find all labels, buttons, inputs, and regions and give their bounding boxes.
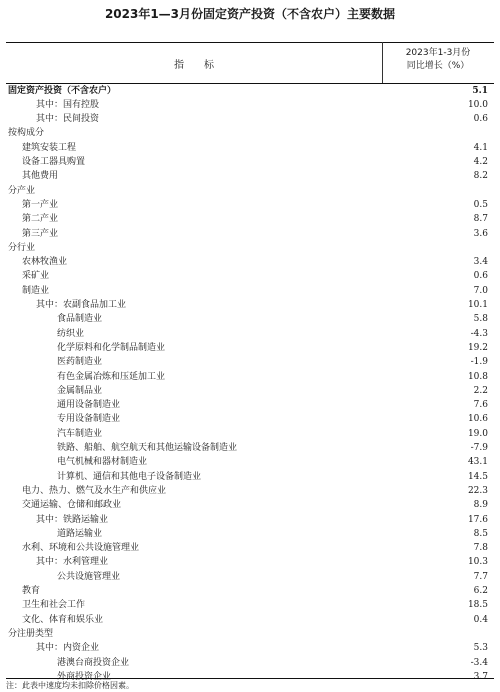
row-label: 卫生和社会工作 [22, 600, 86, 611]
table-row [6, 398, 494, 412]
table-row [6, 241, 494, 255]
table-row [6, 312, 494, 326]
row-label: 制造业 [22, 285, 50, 296]
row-label: 农林牧渔业 [22, 257, 68, 268]
table-row [6, 584, 494, 598]
row-value: 3.6 [473, 228, 488, 239]
table-row [6, 513, 494, 527]
row-value: 3.7 [473, 671, 488, 682]
row-value: 5.3 [473, 643, 488, 654]
table-row [6, 284, 494, 298]
table-row [6, 227, 494, 241]
page-title: 2023年1—3月份固定资产投资（不含农户）主要数据 [104, 7, 396, 21]
table-row [6, 498, 494, 512]
row-label: 采矿业 [22, 271, 50, 282]
row-label: 食品制造业 [57, 314, 103, 325]
row-label: 交通运输、仓储和邮政业 [22, 500, 122, 511]
row-label: 电气机械和器材制造业 [57, 457, 148, 468]
table-row [6, 484, 494, 498]
table-row [6, 370, 494, 384]
row-value: 10.1 [467, 300, 488, 310]
table-row [6, 298, 494, 312]
table-top-rule [6, 42, 494, 43]
row-value: 0.6 [473, 114, 488, 125]
row-value: 8.9 [473, 500, 488, 511]
row-value: 0.6 [473, 271, 488, 282]
row-label: 文化、体育和娱乐业 [22, 614, 104, 625]
row-value: 18.5 [467, 600, 488, 611]
footnote: 注：此表中速度均未扣除价格因素。 [6, 681, 134, 690]
row-label: 专用设备制造业 [57, 414, 121, 425]
row-label: 按构成分 [8, 128, 45, 139]
table-row [6, 541, 494, 555]
table-row [6, 656, 494, 670]
row-label: 港澳台商投资企业 [57, 657, 130, 668]
row-value: 19.2 [467, 342, 488, 353]
row-label: 铁路、船舶、航空航天和其他运输设备制造业 [57, 443, 238, 453]
row-value: 10.3 [467, 557, 488, 568]
row-value: 22.3 [467, 485, 488, 496]
row-label: 其中：民间投资 [36, 114, 100, 125]
row-label: 设备工器具购置 [22, 157, 86, 167]
table-row [6, 598, 494, 612]
row-value: -7.9 [470, 443, 488, 453]
table-row [6, 555, 494, 569]
row-label: 分注册类型 [8, 628, 54, 639]
row-label: 第一产业 [22, 199, 59, 210]
table-row [6, 455, 494, 469]
row-value: 7.8 [473, 543, 488, 554]
row-label: 教育 [22, 586, 41, 596]
row-value: 14.5 [467, 471, 488, 482]
header-value-line2: 同比增长（%） [406, 61, 470, 71]
row-label: 其中：国有控股 [36, 99, 100, 110]
row-value: 3.4 [473, 257, 488, 268]
row-label: 其中：农副食品加工业 [36, 300, 127, 310]
header-value-line1: 2023年1-3月份 [405, 48, 471, 58]
row-value: 10.0 [467, 99, 488, 110]
table-row [6, 613, 494, 627]
row-label: 电力、热力、燃气及水生产和供应业 [22, 485, 167, 496]
table-row [6, 98, 494, 112]
row-value: 0.5 [473, 199, 488, 210]
row-label: 化学原料和化学制品制造业 [57, 342, 166, 353]
row-label: 汽车制造业 [57, 428, 103, 439]
row-label: 水利、环境和公共设施管理业 [22, 543, 140, 554]
row-value: 5.8 [473, 314, 488, 325]
row-value: 8.7 [473, 214, 488, 225]
table-row [6, 627, 494, 641]
table-row [6, 341, 494, 355]
row-value: 4.1 [473, 142, 488, 153]
table-row [6, 384, 494, 398]
table-row [6, 255, 494, 269]
row-value: -4.3 [470, 328, 488, 339]
table-row [6, 198, 494, 212]
table-row [6, 427, 494, 441]
table-row [6, 355, 494, 369]
row-value: 7.0 [473, 285, 488, 296]
table-row [6, 570, 494, 584]
row-value: 2.2 [473, 385, 488, 396]
row-label: 建筑安装工程 [22, 142, 77, 153]
row-value: 4.2 [473, 157, 488, 167]
header-indicator: 指 标 [174, 60, 214, 71]
row-label: 第三产业 [22, 228, 59, 239]
row-value: 43.1 [467, 457, 488, 468]
row-value: 7.6 [473, 400, 488, 411]
row-label: 其中：内资企业 [36, 643, 100, 654]
row-label: 通用设备制造业 [57, 400, 121, 411]
table-row [6, 112, 494, 126]
table-row [6, 641, 494, 655]
table-row [6, 184, 494, 198]
row-value: 10.8 [467, 371, 488, 382]
row-label: 其中：水利管理业 [36, 557, 109, 568]
table-row [6, 327, 494, 341]
row-label: 计算机、通信和其他电子设备制造业 [57, 471, 202, 482]
row-value: 8.5 [473, 528, 488, 539]
table-row [6, 470, 494, 484]
row-label: 其中：铁路运输业 [36, 514, 109, 525]
table-row [6, 155, 494, 169]
row-value: 5.1 [472, 85, 488, 96]
table-bottom-rule [6, 678, 494, 679]
header-value [382, 47, 494, 73]
row-value: 6.2 [473, 586, 488, 596]
table-row [6, 412, 494, 426]
row-value: 19.0 [467, 428, 488, 439]
row-value: 10.6 [467, 414, 488, 425]
row-label: 第二产业 [22, 214, 59, 225]
table-row [6, 169, 494, 183]
table-row [6, 527, 494, 541]
row-label: 金属制品业 [57, 385, 103, 396]
row-value: 0.4 [473, 614, 488, 625]
table-row [6, 126, 494, 140]
row-value: -1.9 [470, 357, 488, 368]
row-value: 17.6 [467, 514, 488, 525]
row-label: 分行业 [8, 242, 36, 253]
row-value: 8.2 [473, 171, 488, 182]
table-row [6, 441, 494, 455]
row-value: -3.4 [470, 657, 488, 668]
row-label: 固定资产投资（不含农户） [8, 85, 117, 96]
row-label: 医药制造业 [57, 357, 103, 368]
row-label: 其他费用 [22, 171, 59, 182]
row-value: 7.7 [473, 571, 488, 582]
row-label: 外商投资企业 [57, 671, 112, 682]
table-row [6, 212, 494, 226]
row-label: 纺织业 [57, 328, 85, 339]
table-row [6, 84, 494, 98]
table-row [6, 269, 494, 283]
row-label: 道路运输业 [57, 528, 103, 539]
row-label: 有色金属冶炼和压延加工业 [57, 371, 166, 382]
table-row [6, 141, 494, 155]
row-label: 公共设施管理业 [57, 571, 121, 582]
row-label: 分产业 [8, 185, 36, 196]
